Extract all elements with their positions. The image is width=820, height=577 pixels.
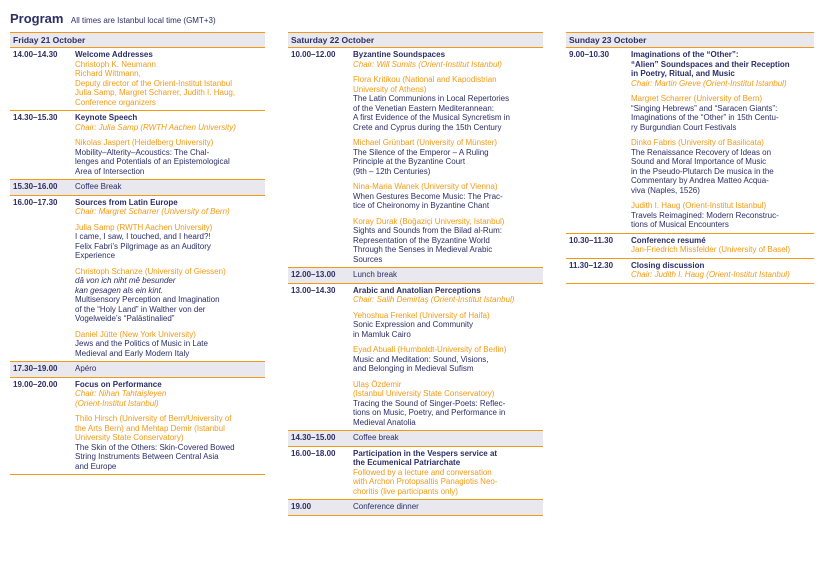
talk-title: of the “Holy Land” in Walther von der xyxy=(75,304,206,314)
talk-title: The Renaissance Recovery of Ideas on xyxy=(631,147,772,157)
session-time: 12.00–13.00 xyxy=(291,270,336,279)
session-chair: Chair: Will Sumits (Orient-Institut Istanbul) xyxy=(353,59,502,69)
session-time: 19.00–20.00 xyxy=(13,379,58,389)
session-row xyxy=(10,48,265,111)
talk-title: Commentary by Andrea Matteo Acqua- xyxy=(631,176,769,185)
session-followup: with Archon Protopsaltis Panagiotis Neo- xyxy=(353,477,498,486)
talk-title: ry Burgundian Court Festivals xyxy=(631,122,737,132)
session-time: 9.00–10.30 xyxy=(569,50,610,59)
presentation xyxy=(75,330,265,359)
speaker-name: the Arts Bern) and Mehtap Demir (Istanbul xyxy=(75,423,225,433)
session-row xyxy=(288,48,543,268)
session-body xyxy=(353,502,543,512)
session-row xyxy=(288,500,543,516)
session-row xyxy=(566,259,814,284)
speaker-name: Christoph K. Neumann xyxy=(75,59,156,69)
session-row xyxy=(288,447,543,501)
presentation xyxy=(353,311,543,340)
session-title: Keynote Speech xyxy=(75,113,138,122)
session-chair: Chair: Salih Demirtaş (Orient-Institut Istanbul) xyxy=(353,295,515,304)
session-title: “Alien” Soundspaces and their Reception xyxy=(631,59,790,69)
presentation xyxy=(353,217,543,265)
speaker-name: Dinko Fabris (University of Basilicata) xyxy=(631,138,764,147)
session-title: in Poetry, Ritual, and Music xyxy=(631,69,735,78)
talk-title: Area of Intersection xyxy=(75,166,145,176)
speaker-name: Thilo Hirsch (University of Bern/University of xyxy=(75,414,232,423)
speaker-name: Richard Wittmann, xyxy=(75,69,141,78)
talk-title: Music and Meditation: Sound, Visions, xyxy=(353,354,489,364)
talk-title: and Belonging in Medieval Sufism xyxy=(353,364,474,373)
session-body xyxy=(353,286,543,428)
session-body xyxy=(631,236,814,255)
session-chair: Chair: Julia Samp (RWTH Aachen University) xyxy=(75,122,236,132)
speaker-name: Julia Samp, Margret Scharrer, Judith I. Haug, xyxy=(75,88,236,97)
session-followup: choritis (live participants only) xyxy=(353,486,458,496)
presentation xyxy=(353,138,543,176)
session-title: Coffee break xyxy=(353,433,399,442)
session-title: Sources from Latin Europe xyxy=(75,197,178,207)
session-followup: Followed by a lecture and conversation xyxy=(353,467,492,477)
session-title: Conference dinner xyxy=(353,502,419,511)
talk-title: tice of Cheironomy in Byzantine Chant xyxy=(353,201,490,210)
talk-title: Representation of the Byzantine World xyxy=(353,235,490,245)
speaker-name: Christoph Schanze (University of Giessen) xyxy=(75,266,226,276)
session-time: 14.30–15.00 xyxy=(291,433,336,442)
talk-title: Sources xyxy=(353,254,383,264)
talk-quote: kan gesagen als ein kint. xyxy=(75,285,164,295)
talk-title: Crete and Cyprus during the 15th Century xyxy=(353,122,502,132)
speaker-name: Daniel Jütte (New York University) xyxy=(75,329,196,339)
session-row xyxy=(566,48,814,234)
session-body xyxy=(75,380,265,472)
session-row xyxy=(10,362,265,378)
session-time: 10.30–11.30 xyxy=(569,235,614,245)
session-time: 19.00 xyxy=(291,502,312,511)
presentation xyxy=(353,75,543,132)
talk-title: String Instruments Between Central Asia xyxy=(75,452,219,461)
talk-title: A first Evidence of the Musical Syncretism in xyxy=(353,113,510,122)
session-row xyxy=(10,196,265,363)
speaker-name: Flora Kritikou (National and Kapodistrian xyxy=(353,75,497,84)
talk-title: Sonic Expression and Community xyxy=(353,320,474,329)
day-header: Saturday 22 October xyxy=(288,32,543,48)
speaker-name: Nikolas Jaspert (Heidelberg University) xyxy=(75,138,214,147)
speaker-name: (Istanbul University State Conservatory) xyxy=(353,389,495,398)
presentation xyxy=(353,380,543,428)
speaker-name: Koray Durak (Boğaziçi University, Istanbul) xyxy=(353,216,505,226)
speaker-name: Eyad Abuali (Humboldt-University of Berlin) xyxy=(353,345,507,354)
day-column-sunday xyxy=(566,32,814,284)
speaker-name: Nina-Maria Wanek (University of Vienna) xyxy=(353,182,498,191)
speaker-name: Deputy director of the Orient-Institut Istanbul xyxy=(75,78,232,88)
talk-title: Through the Senses in Medieval Arabic xyxy=(353,245,493,254)
session-body xyxy=(75,182,265,192)
talk-title: Vogelweide’s “Palästinalied” xyxy=(75,314,175,323)
session-title: Focus on Performance xyxy=(75,379,162,389)
talk-title: (9th – 12th Centuries) xyxy=(353,166,431,176)
session-body xyxy=(353,449,543,497)
session-row xyxy=(288,268,543,284)
presentation xyxy=(75,138,265,176)
session-body xyxy=(353,270,543,280)
session-chair: Chair: Martin Greve (Orient-Institut Istanbul) xyxy=(631,78,787,88)
talk-title: and Europe xyxy=(75,461,117,471)
speaker-name: Ulaş Özdemir xyxy=(353,379,402,389)
session-title: the Ecumenical Patriarchate xyxy=(353,458,461,467)
session-row xyxy=(288,284,543,432)
session-title: Byzantine Soundspaces xyxy=(353,50,446,59)
session-title: Imaginations of the “Other”: xyxy=(631,50,739,59)
session-body xyxy=(75,364,265,374)
talk-title: Sound and Moral Importance of Music xyxy=(631,157,767,166)
session-body xyxy=(75,113,265,176)
presentation xyxy=(75,223,265,261)
session-time: 15.30–16.00 xyxy=(13,182,58,191)
session-chair: (Orient-Institut Istanbul) xyxy=(75,398,159,408)
day-column-saturday xyxy=(288,32,543,516)
talk-title: “Singing Hebrews” and “Saracen Giants”: xyxy=(631,103,778,113)
presentation xyxy=(631,201,814,230)
session-body xyxy=(353,50,543,264)
talk-title: Felix Fabri’s Pilgrimage as an Auditory xyxy=(75,241,211,251)
page-title: Program xyxy=(10,11,64,26)
talk-title: in the Pseudo-Plutarch De musica in the xyxy=(631,166,774,176)
session-title: Arabic and Anatolian Perceptions xyxy=(353,285,481,295)
presentation xyxy=(75,267,265,324)
day-header: Sunday 23 October xyxy=(566,32,814,48)
talk-title: viva (Naples, 1526) xyxy=(631,185,700,195)
presentation xyxy=(353,182,543,211)
session-body xyxy=(353,433,543,443)
talk-title: Tracing the Sound of Singer-Poets: Reflec- xyxy=(353,398,506,408)
presentation xyxy=(631,138,814,195)
talk-title: I came, I saw, I touched, and I heard?! xyxy=(75,232,211,241)
talk-title: Jews and the Politics of Music in Late xyxy=(75,339,208,348)
session-chair: Chair: Nihan Tahtaişleyen xyxy=(75,389,167,398)
session-row xyxy=(10,378,265,476)
talk-title: The Skin of the Others: Skin-Covered Bowed xyxy=(75,442,235,452)
presentation xyxy=(75,414,265,471)
talk-title: The Latin Communions in Local Repertories xyxy=(353,94,510,103)
session-time: 13.00–14.30 xyxy=(291,285,336,295)
presentation xyxy=(75,60,265,108)
session-time: 16.00–18.00 xyxy=(291,448,336,458)
session-row xyxy=(10,180,265,196)
session-row xyxy=(288,431,543,447)
talk-title: in Mamluk Cairo xyxy=(353,329,411,339)
speaker-name: Margret Scharrer (University of Bern) xyxy=(631,94,763,103)
talk-title: The Silence of the Emperor – A Ruling xyxy=(353,147,489,157)
talk-title: Travels Reimagined: Modern Reconstruc- xyxy=(631,210,779,220)
session-chair: Chair: Judith I. Haug (Orient-Institut Istanbul) xyxy=(631,270,790,279)
talk-title: of the Venetian Eastern Mediterannean: xyxy=(353,103,494,113)
session-body xyxy=(631,50,814,230)
session-time: 16.00–17.30 xyxy=(13,197,58,207)
speaker-name: Michael Grünbart (University of Münster) xyxy=(353,138,498,147)
talk-title: Sights and Sounds from the Bilad al-Rum: xyxy=(353,226,502,235)
talk-title: Principle at the Byzantine Court xyxy=(353,157,466,166)
session-title: Coffee Break xyxy=(75,182,122,191)
talk-title: Medieval and Early Modern Italy xyxy=(75,348,190,358)
session-title: Conference resumé xyxy=(631,235,706,245)
session-time: 14.30–15.30 xyxy=(13,113,58,122)
session-time: 17.30–19.00 xyxy=(13,364,58,373)
speaker-name: Judith I. Haug (Orient-Institut Istanbul) xyxy=(631,201,767,210)
day-header: Friday 21 October xyxy=(10,32,265,48)
talk-title: tions on Music, Poetry, and Performance in xyxy=(353,408,506,417)
talk-title: Multisensory Perception and Imagination xyxy=(75,295,220,304)
session-title: Apéro xyxy=(75,364,97,373)
talk-title: Imaginations of the “Other” in 15th Centu- xyxy=(631,113,779,122)
timezone-note: All times are Istanbul local time (GMT+3) xyxy=(70,16,216,25)
talk-title: When Gestures Become Music: The Prac- xyxy=(353,191,503,201)
session-row xyxy=(566,234,814,259)
session-row xyxy=(10,111,265,180)
talk-title: tions of Musical Encounters xyxy=(631,220,729,229)
speaker-name: University State Conservatory) xyxy=(75,433,184,442)
session-body xyxy=(75,50,265,107)
session-time: 10.00–12.00 xyxy=(291,50,336,59)
talk-quote: dâ von ich niht mê besunder xyxy=(75,276,176,285)
session-title: Participation in the Vespers service at xyxy=(353,448,498,458)
speaker-name: University of Athens) xyxy=(353,84,427,94)
session-chair: Chair: Margret Scharrer (University of Bern) xyxy=(75,207,230,216)
session-body xyxy=(75,198,265,359)
day-column-friday xyxy=(10,32,265,475)
talk-title: Medieval Anatolia xyxy=(353,417,416,427)
presentation xyxy=(631,94,814,132)
session-title: Welcome Addresses xyxy=(75,50,153,59)
speaker-name: Conference organizers xyxy=(75,97,156,107)
session-body xyxy=(631,261,814,280)
session-title: Lunch break xyxy=(353,270,398,279)
talk-title: lenges and Potentials of an Epistemological xyxy=(75,157,230,166)
session-chair: Jan-Friedrich Missfelder (University of Basel) xyxy=(631,245,791,254)
talk-title: Experience xyxy=(75,251,116,260)
session-title: Closing discussion xyxy=(631,260,705,270)
session-time: 14.00–14.30 xyxy=(13,50,58,59)
speaker-name: Yehoshua Frenkel (University of Haifa) xyxy=(353,310,490,320)
presentation xyxy=(353,345,543,374)
program-header xyxy=(10,10,216,28)
session-time: 11.30–12.30 xyxy=(569,260,614,270)
talk-title: Mobility–Alterity–Acoustics: The Chal- xyxy=(75,147,210,157)
speaker-name: Julia Samp (RWTH Aachen University) xyxy=(75,222,213,232)
